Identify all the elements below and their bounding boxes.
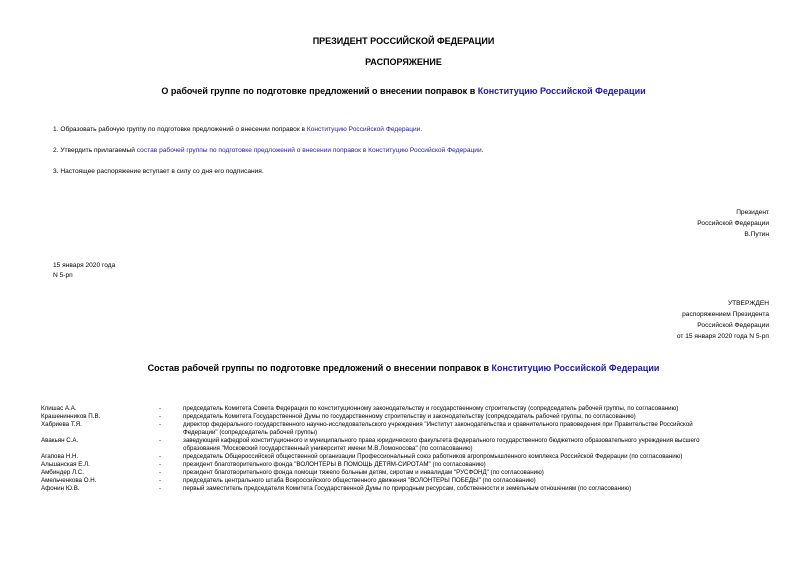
document-authority: ПРЕЗИДЕНТ РОССИЙСКОЙ ФЕДЕРАЦИИ xyxy=(312,36,495,46)
member-role: председатель Общероссийской общественной организации Профессиональный союз работников агропромышленного комплекса Российской Федерации (по согласованию) xyxy=(183,453,683,460)
paragraph-2-end: . xyxy=(481,147,484,154)
composition-title xyxy=(0,363,807,373)
paragraph-1 xyxy=(53,126,422,133)
member-dash: - xyxy=(159,453,162,460)
document-type: РАСПОРЯЖЕНИЕ xyxy=(365,57,442,67)
approved-by: распоряжением Президента xyxy=(682,311,769,318)
member-dash: - xyxy=(159,437,162,444)
member-row xyxy=(41,453,723,461)
member-row xyxy=(41,437,723,453)
member-name: Амельченкова О.Н. xyxy=(41,477,97,484)
member-name: Амбиндер Л.С. xyxy=(41,469,84,476)
member-row xyxy=(41,461,723,469)
signature-name: В.Путин xyxy=(744,231,769,238)
signature-title: Президент xyxy=(736,209,769,216)
member-name: Крашенинников П.В. xyxy=(41,413,101,420)
member-row xyxy=(41,477,723,485)
members-table xyxy=(41,405,723,493)
member-name: Авакьян С.А. xyxy=(41,437,79,444)
approved-stamp: УТВЕРЖДЕН xyxy=(727,300,769,307)
member-role: первый заместитель председателя Комитета Государственной Думы по природным ресурсам, собственности и земельным отношениям (по согласованию) xyxy=(183,485,632,492)
composition-title-text: Состав рабочей группы по подготовке предложений о внесении поправок в xyxy=(147,363,492,373)
document-number: N 5-рп xyxy=(53,272,73,279)
member-role: директор федерального государственного научно-исследовательского учреждения "Институт законодательства и сравнительного правоведения при Правительстве Российской Федерации" (сопредседатель рабочей группы) xyxy=(183,421,693,436)
member-role: заведующий кафедрой конституционного и муниципального права юридического факультета федерального государственного бюджетного образовательного учреждения высшего образования "Московский государственный университет имени М.В.Ломоносова" (по согласованию) xyxy=(183,437,700,452)
member-row xyxy=(41,421,723,437)
document-title-text: О рабочей группе по подготовке предложений о внесении поправок в xyxy=(161,86,478,96)
member-name: Хабриева Т.Я. xyxy=(41,421,82,428)
member-role: председатель Комитета Государственной Думы по государственному строительству и законодательству (сопредседатель рабочей группы, по согласованию) xyxy=(183,413,636,420)
member-role: президент благотворительного фонда помощи тяжело больным детям, сиротам и инвалидам "РУСФОНД" (по согласованию) xyxy=(183,469,544,476)
constitution-link-p1[interactable]: Конституцию Российской Федерации xyxy=(306,126,421,133)
paragraph-3: 3. Настоящее распоряжение вступает в силу со дня его подписания. xyxy=(53,168,264,175)
member-role: председатель центрального штаба Всероссийского общественного движения "ВОЛОНТЕРЫ ПОБЕДЫ" (по согласованию) xyxy=(183,477,536,484)
paragraph-2-text: 2. Утвердить прилагаемый xyxy=(53,147,137,154)
constitution-link[interactable]: Конституцию Российской Федерации xyxy=(477,86,646,96)
member-name: Агапова Н.Н. xyxy=(41,453,79,460)
member-row xyxy=(41,485,723,493)
member-dash: - xyxy=(159,485,162,492)
paragraph-1-text: 1. Образовать рабочую группу по подготовке предложений о внесении поправок в xyxy=(53,126,307,133)
signing-date: 15 января 2020 года xyxy=(53,262,116,269)
member-row xyxy=(41,413,723,421)
member-dash: - xyxy=(159,477,162,484)
member-dash: - xyxy=(159,461,162,468)
approved-country: Российской Федерации xyxy=(697,322,769,329)
member-name: Клишас А.А. xyxy=(41,405,77,412)
member-dash: - xyxy=(159,469,162,476)
member-role: президент благотворительного фонда "ВОЛОНТЕРЫ В ПОМОЩЬ ДЕТЯМ-СИРОТАМ" (по согласованию) xyxy=(183,461,486,468)
member-role: председатель Комитета Совета Федерации по конституционному законодательству и государственному строительству (сопредседатель рабочей группы, по согласованию) xyxy=(183,405,679,412)
member-row xyxy=(41,469,723,477)
composition-link[interactable]: состав рабочей группы по подготовке предложений о внесении поправок в Конституцию Российской Федерации xyxy=(136,147,482,154)
member-row xyxy=(41,405,723,413)
member-dash: - xyxy=(159,405,162,412)
signature-country: Российской Федерации xyxy=(697,220,769,227)
constitution-link-composition[interactable]: Конституцию Российской Федерации xyxy=(491,363,660,373)
document-title xyxy=(0,86,807,96)
paragraph-1-end: . xyxy=(420,126,423,133)
paragraph-2 xyxy=(53,147,483,154)
member-dash: - xyxy=(159,413,162,420)
member-dash: - xyxy=(159,421,162,428)
approved-date: от 15 января 2020 года N 5-рп xyxy=(676,333,769,340)
member-name: Афонин Ю.В. xyxy=(41,485,80,492)
member-name: Альшанская Е.Л. xyxy=(41,461,90,468)
